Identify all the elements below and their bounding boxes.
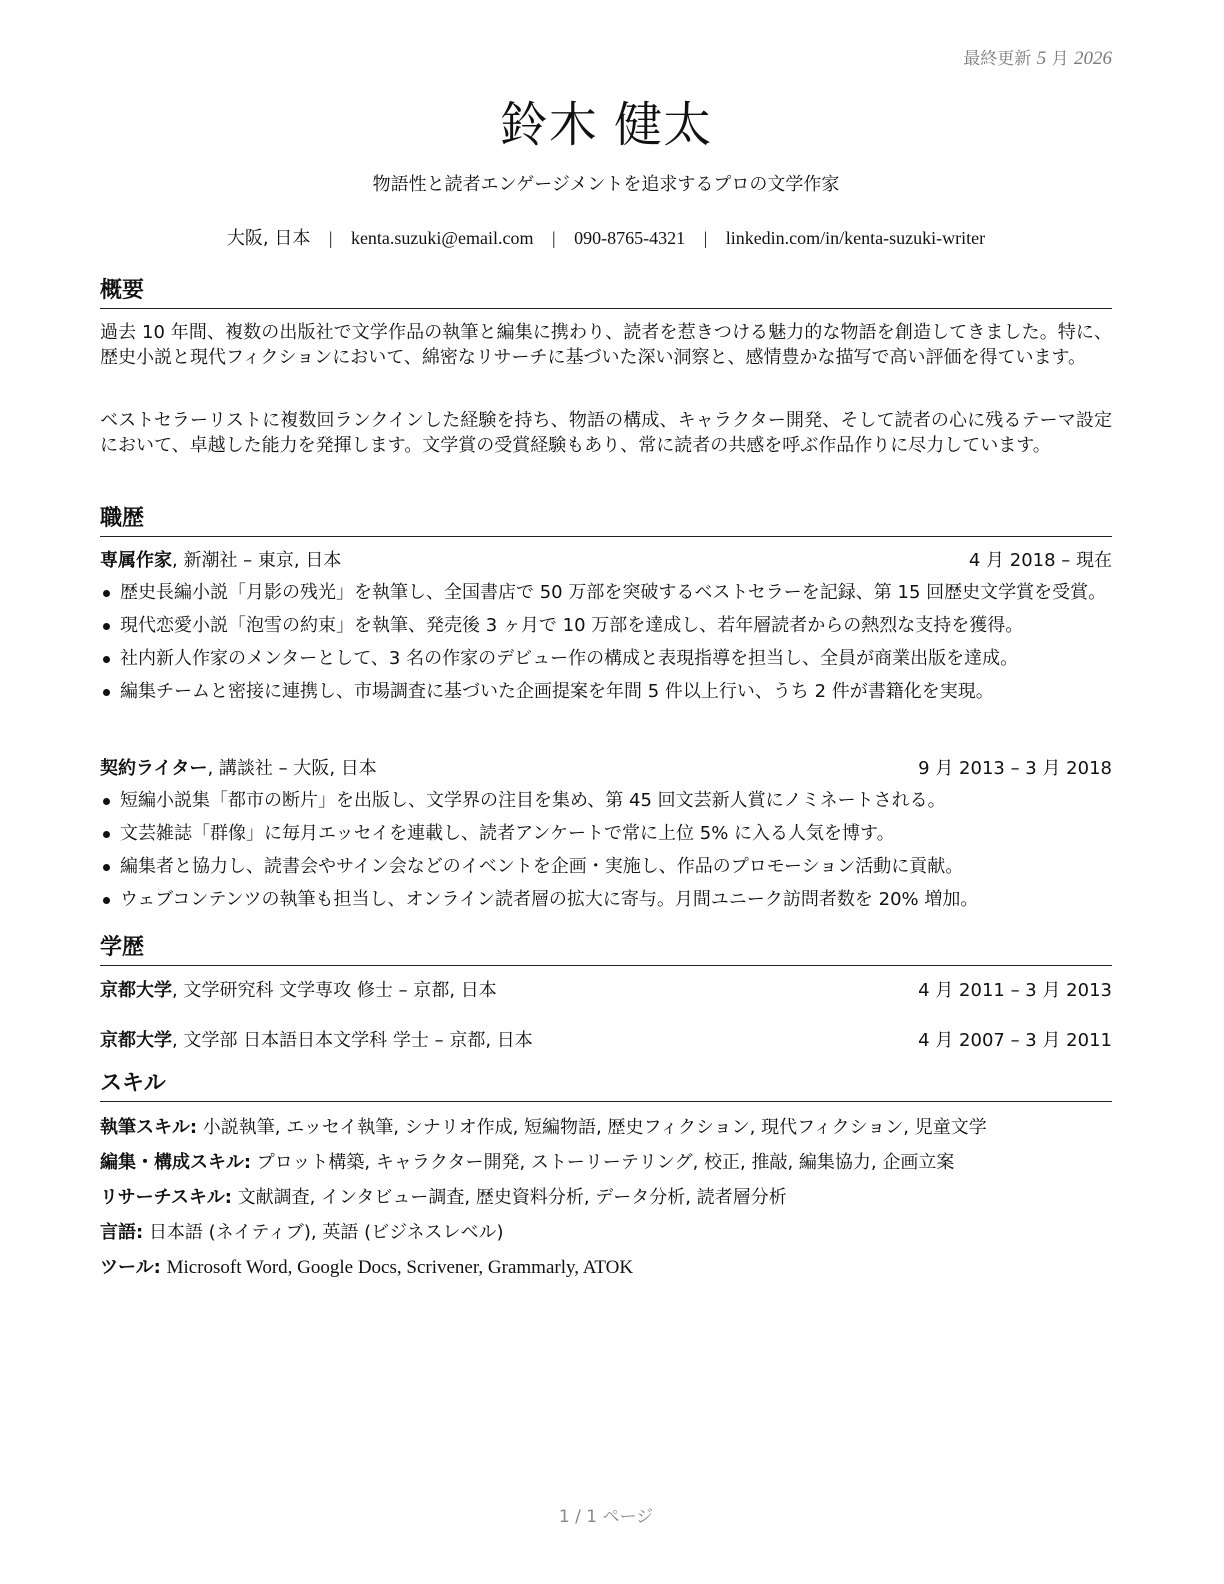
skill-label: 執筆スキル:: [100, 1117, 198, 1138]
contact-separator: |: [551, 228, 556, 248]
resume-page: [100, 0, 1112, 1584]
list-item: 社内新人作家のメンターとして、3 名の作家のデビュー作の構成と表現指導を担当し、全員が商業出版を達成。: [100, 646, 1112, 671]
list-item: 編集者と協力し、読書会やサイン会などのイベントを企画・実施し、作品のプロモーション活動に貢献。: [100, 854, 1112, 879]
skill-label: 編集・構成スキル:: [100, 1152, 252, 1173]
education-item: [100, 979, 1112, 1003]
tagline: 物語性と読者エンゲージメントを追求するプロの文学作家: [372, 174, 840, 195]
education-item: [100, 1029, 1112, 1053]
skill-value: プロット構築, キャラクター開発, ストーリーテリング, 校正, 推敲, 編集協力, 企画立案: [256, 1152, 955, 1173]
skill-value: 文献調査, インタビュー調査, 歴史資料分析, データ分析, 読者層分析: [237, 1187, 787, 1208]
last-updated-year: 2026: [1074, 48, 1112, 69]
skill-value: 日本語 (ネイティブ), 英語 (ビジネスレベル): [148, 1222, 504, 1243]
summary-paragraph: ベストセラーリストに複数回ランクインした経験を持ち、物語の構成、キャラクター開発、そして読者の心に残るテーマ設定において、卓越した能力を発揮します。文学賞の受賞経験もあり、常に読者の共感を呼ぶ作品作りに尽力しています。: [100, 410, 1112, 456]
job-org: , 新潮社 – 東京, 日本: [172, 550, 342, 571]
job-title-line: [100, 757, 377, 781]
skill-row: [100, 1115, 1112, 1140]
contact-email[interactable]: kenta.suzuki@email.com: [350, 228, 534, 248]
education-dates: 4 月 2011 – 3 月 2013: [918, 980, 1112, 1001]
skill-row: [100, 1185, 1112, 1210]
job-bullets: [100, 580, 1112, 712]
job-title-line: [100, 549, 341, 573]
job-header: [100, 549, 1112, 573]
skill-row: [100, 1255, 1112, 1280]
list-item: ウェブコンテンツの執筆も担当し、オンライン読者層の拡大に寄与。月間ユニーク訪問者数を 20% 増加。: [100, 887, 1112, 912]
summary-paragraph: 過去 10 年間、複数の出版社で文学作品の執筆と編集に携わり、読者を惹きつける魅力的な物語を創造してきました。特に、歴史小説と現代フィクションにおいて、綿密なリサーチに基づいた深い洞察と、感情豊かな描写で高い評価を得ています。: [100, 322, 1112, 368]
skill-label: 言語:: [100, 1222, 144, 1243]
skill-value: Microsoft Word, Google Docs, Scrivener, Grammarly, ATOK: [166, 1257, 634, 1278]
job-org: , 講談社 – 大阪, 日本: [207, 758, 377, 779]
list-item: 編集チームと密接に連携し、市場調査に基づいた企画提案を年間 5 件以上行い、うち 2 件が書籍化を実現。: [100, 679, 1112, 704]
job-role: 契約ライター: [100, 758, 208, 779]
list-item: 現代恋愛小説「泡雪の約束」を執筆、発売後 3 ヶ月で 10 万部を達成し、若年層読者からの熱烈な支持を獲得。: [100, 613, 1112, 638]
education-detail: , 文学部 日本語日本文学科 学士 – 京都, 日本: [172, 1030, 533, 1051]
skill-label: ツール:: [100, 1257, 161, 1278]
job-header: [100, 757, 1112, 781]
section-title-skills: スキル: [100, 1069, 1112, 1102]
contact-separator: |: [703, 228, 708, 248]
section-title-experience: 職歴: [100, 504, 1112, 537]
skill-row: [100, 1150, 1112, 1175]
education-detail: , 文学研究科 文学専攻 修士 – 京都, 日本: [172, 980, 497, 1001]
education-line: [100, 979, 497, 1003]
last-updated: [963, 44, 1112, 70]
contact-line: [100, 224, 1112, 250]
contact-separator: |: [328, 228, 333, 248]
list-item: 短編小説集「都市の断片」を出版し、文学界の注目を集め、第 45 回文芸新人賞にノミネートされる。: [100, 788, 1112, 813]
skill-row: [100, 1220, 1112, 1245]
last-updated-month: 5: [1036, 48, 1047, 69]
section-title-summary: 概要: [100, 276, 1112, 309]
skill-label: リサーチスキル:: [100, 1187, 232, 1208]
page-number: 1 / 1 ページ: [558, 1507, 654, 1527]
last-updated-label: 最終更新: [963, 49, 1032, 69]
contact-linkedin[interactable]: linkedin.com/in/kenta-suzuki-writer: [725, 228, 986, 248]
last-updated-month-unit: 月: [1051, 49, 1069, 69]
candidate-name: 鈴木 健太: [499, 97, 713, 153]
education-school: 京都大学: [100, 1030, 172, 1051]
job-bullets: [100, 788, 1112, 920]
job-dates: 9 月 2013 – 3 月 2018: [918, 758, 1112, 779]
contact-phone: 090-8765-4321: [574, 228, 686, 248]
education-dates: 4 月 2007 – 3 月 2011: [918, 1030, 1112, 1051]
job-role: 専属作家: [100, 550, 172, 571]
job-dates: 4 月 2018 – 現在: [968, 550, 1112, 571]
contact-location: 大阪, 日本: [226, 228, 311, 249]
education-school: 京都大学: [100, 980, 172, 1001]
section-title-education: 学歴: [100, 933, 1112, 966]
education-line: [100, 1029, 533, 1053]
list-item: 歴史長編小説「月影の残光」を執筆し、全国書店で 50 万部を突破するベストセラーを記録、第 15 回歴史文学賞を受賞。: [100, 580, 1112, 605]
skill-value: 小説執筆, エッセイ執筆, シナリオ作成, 短編物語, 歴史フィクション, 現代フィクション, 児童文学: [202, 1117, 987, 1138]
list-item: 文芸雑誌「群像」に毎月エッセイを連載し、読者アンケートで常に上位 5% に入る人気を博す。: [100, 821, 1112, 846]
